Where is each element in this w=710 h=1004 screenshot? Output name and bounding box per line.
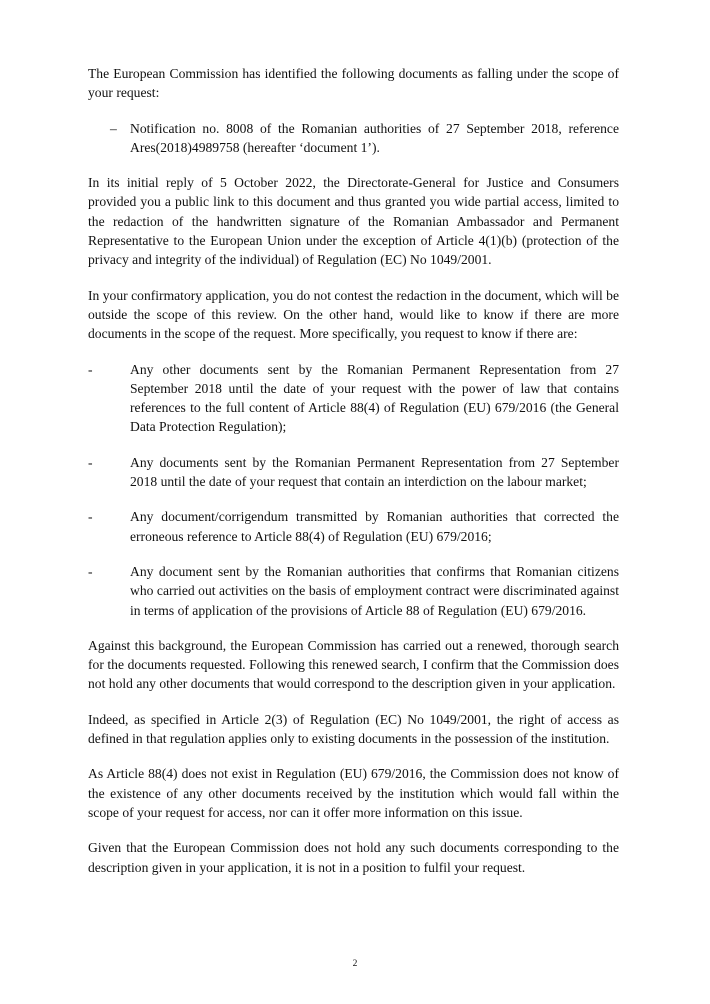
list-marker: - — [88, 509, 93, 525]
list-marker: - — [88, 563, 93, 579]
search-result-paragraph: Against this background, the European Commission has carried out a renewed, thorough search for the documents requested. Following this renewed search, I confirm that the Commission does not hold any other documents that would correspond to the description given in your application. — [88, 637, 619, 692]
regulation-paragraph: Indeed, as specified in Article 2(3) of Regulation (EC) No 1049/2001, the right of access as defined in that regulation applies only to existing documents in the possession of the institution. — [88, 711, 619, 747]
list-marker: - — [88, 361, 93, 377]
list-item — [88, 453, 619, 492]
conclusion-paragraph: Given that the European Commission does not hold any such documents corresponding to the description given in your application, it is not in a position to fulfil your request. — [88, 840, 619, 875]
list-item-text: Any document/corrigendum transmitted by Romanian authorities that corrected the erroneous reference to Article 88(4) of Regulation (EU) 679/2016; — [130, 509, 619, 544]
initial-reply-paragraph: In its initial reply of 5 October 2022, the Directorate-General for Justice and Consumers provided you a public link to this document and thus granted you wide partial access, limited to the redaction of the handwritten signature of the Romanian Ambassador and Permanent Representative to the European Union under the exception of Article 4(1)(b) (protection of the privacy and integrity of the individual) of Regulation (EC) No 1049/2001. — [88, 175, 619, 268]
page-number: 2 — [352, 959, 358, 969]
list-item-text: Notification no. 8008 of the Romanian authorities of 27 September 2018, reference Ares(2018)4989758 (hereafter ‘document 1’). — [130, 120, 619, 155]
list-item — [88, 562, 619, 620]
list-item — [110, 119, 619, 158]
list-item-text: Any document sent by the Romanian authorities that confirms that Romanian citizens who carried out activities on the basis of employment contract were discriminated against in terms of application of the provisions of Article 88 of Regulation (EU) 679/2016. — [130, 563, 619, 618]
intro-paragraph: The European Commission has identified the following documents as falling under the scope of your request: — [88, 66, 619, 101]
article-paragraph: As Article 88(4) does not exist in Regulation (EU) 679/2016, the Commission does not know of the existence of any other documents received by the institution which would fall within the scope of your request for access, nor can it offer more information on this issue. — [88, 766, 619, 820]
list-marker: – — [110, 120, 117, 136]
list-item — [88, 360, 619, 437]
document-page — [88, 64, 619, 893]
confirmatory-application-paragraph: In your confirmatory application, you do not contest the redaction in the document, which will be outside the scope of this review. On the other hand, would like to know if there are more documents in the scope of the request. More specifically, you request to know if there are: — [88, 287, 619, 342]
list-marker: - — [88, 454, 93, 470]
identified-documents-list — [88, 119, 619, 158]
list-item-text: Any documents sent by the Romanian Permanent Representation from 27 September 2018 until the date of your request that contain an interdiction on the labour market; — [130, 454, 619, 490]
list-item-text: Any other documents sent by the Romanian Permanent Representation from 27 September 2018 until the date of your request with the power of law that contains references to the full content of Article 88(4) of Regulation (EU) 679/2016 (the General Data Protection Regulation); — [130, 361, 619, 435]
list-item — [88, 507, 619, 546]
requested-documents-list — [88, 360, 619, 620]
